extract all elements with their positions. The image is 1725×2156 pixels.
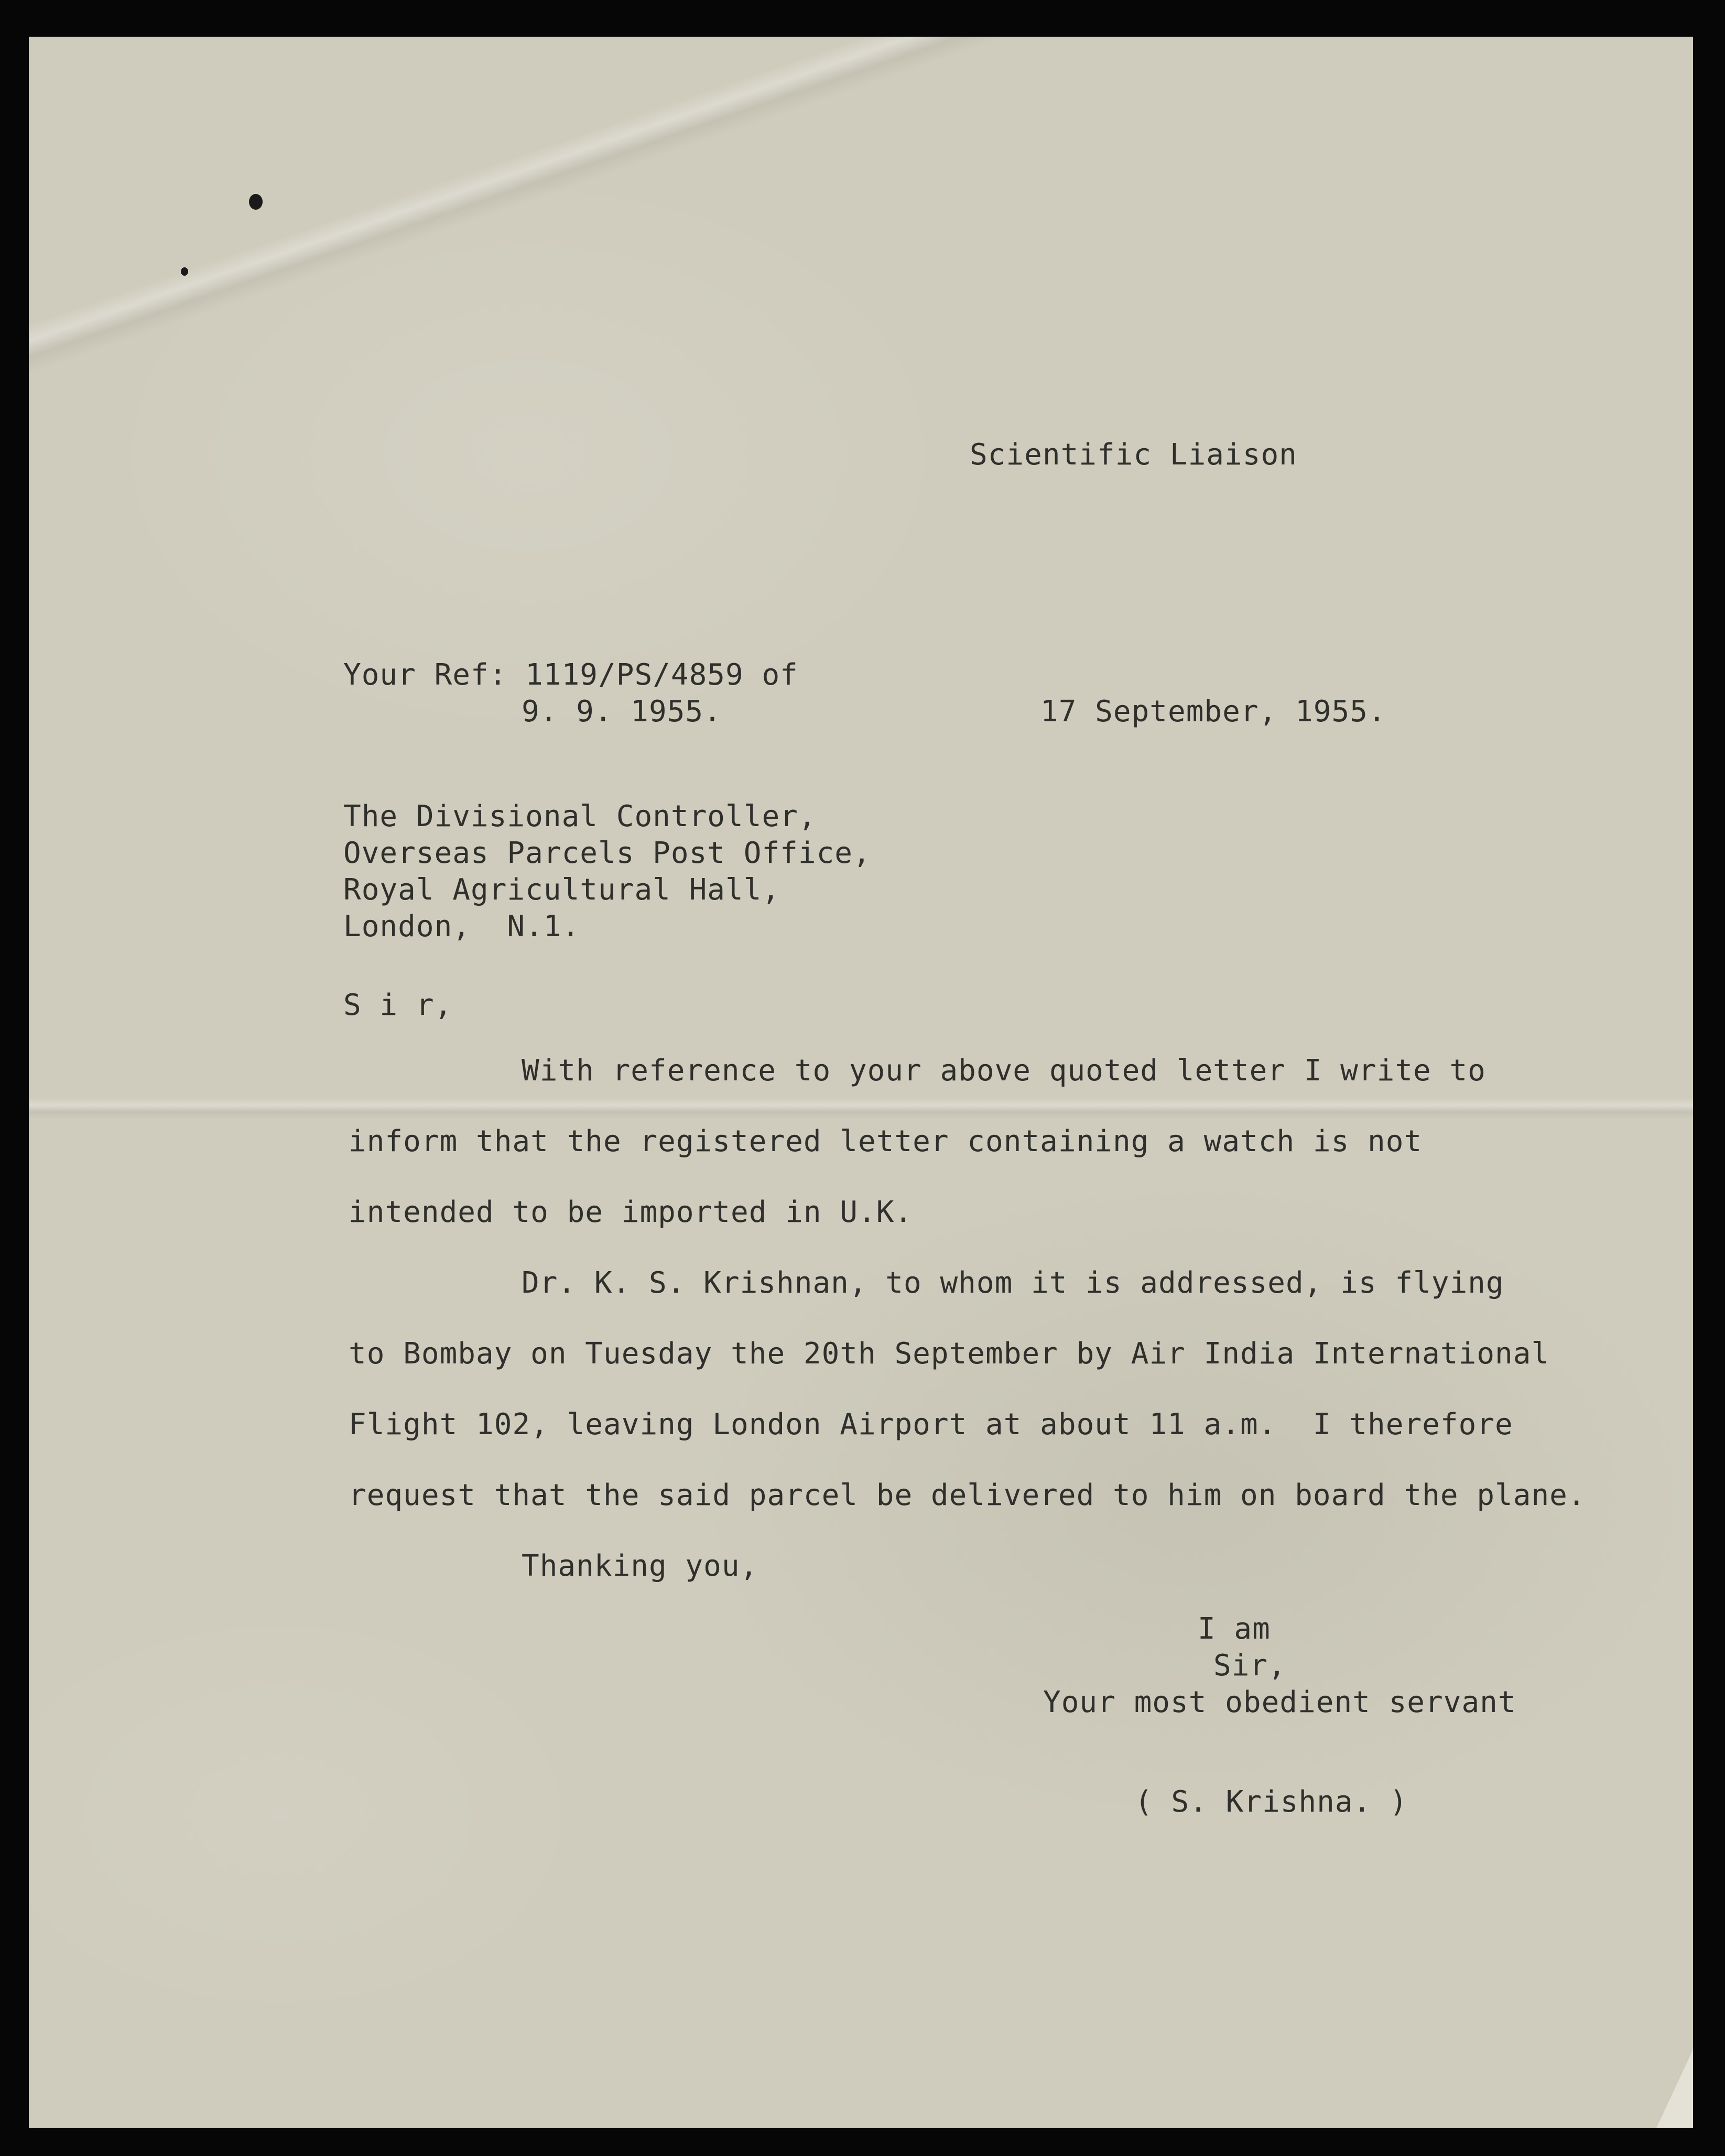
closing-line: I am bbox=[1198, 1612, 1271, 1646]
body-line: Flight 102, leaving London Airport at about 11 a.m. I therefore bbox=[349, 1407, 1513, 1442]
letter-page bbox=[29, 37, 1693, 2128]
paper-crease bbox=[29, 37, 1693, 408]
body-line: to Bombay on Tuesday the 20th September by Air India International bbox=[349, 1337, 1550, 1371]
salutation: S i r, bbox=[343, 988, 453, 1022]
body-line: request that the said parcel be delivered to him on board the plane. bbox=[349, 1478, 1586, 1512]
letter-date: 17 September, 1955. bbox=[1040, 695, 1386, 729]
paper-fold bbox=[29, 1098, 1693, 1119]
reference-line: Your Ref: 1119/PS/4859 of bbox=[343, 658, 798, 692]
body-line: inform that the registered letter containing a watch is not bbox=[349, 1124, 1423, 1158]
signature-block: ( S. Krishna. ) bbox=[1135, 1785, 1408, 1819]
letter-heading: Scientific Liaison bbox=[970, 438, 1297, 472]
body-line: intended to be imported in U.K. bbox=[349, 1195, 913, 1229]
folded-corner bbox=[1656, 2050, 1693, 2128]
reference-date: 9. 9. 1955. bbox=[522, 695, 722, 729]
paper-hole bbox=[181, 267, 188, 276]
closing-line: Your most obedient servant bbox=[1043, 1685, 1516, 1719]
recipient-line: Royal Agricultural Hall, bbox=[343, 873, 780, 907]
recipient-line: London, N.1. bbox=[343, 909, 580, 944]
body-line: With reference to your above quoted letter I write to bbox=[522, 1054, 1486, 1088]
recipient-line: The Divisional Controller, bbox=[343, 799, 817, 833]
body-line: Dr. K. S. Krishnan, to whom it is addressed, is flying bbox=[522, 1266, 1504, 1300]
closing-line: Sir, bbox=[1213, 1649, 1286, 1683]
thanks-line: Thanking you, bbox=[522, 1549, 758, 1583]
paper-hole bbox=[249, 194, 263, 210]
recipient-line: Overseas Parcels Post Office, bbox=[343, 836, 871, 870]
